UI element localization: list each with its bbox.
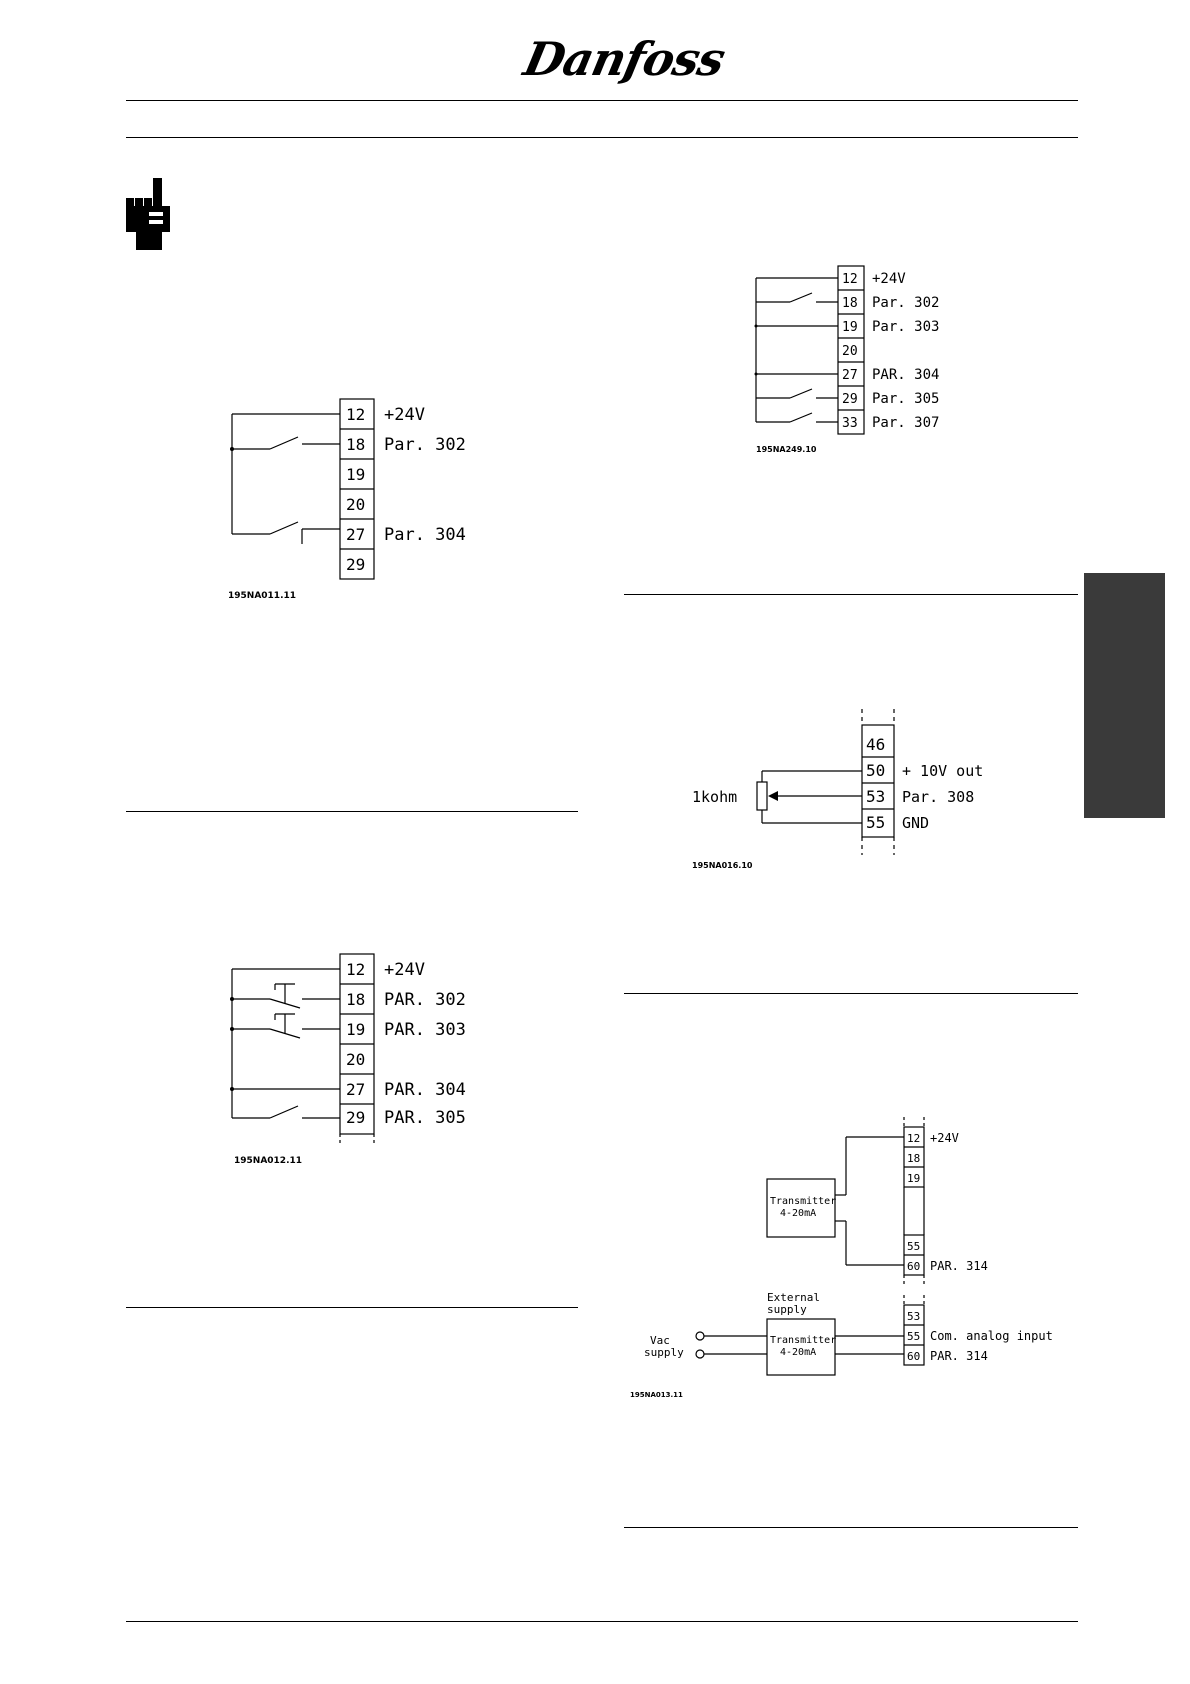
terminal-number: 20 (346, 1050, 366, 1069)
external-supply-label: supply (767, 1303, 807, 1316)
terminal-number: 12 (842, 272, 858, 287)
terminal-number: 19 (842, 320, 858, 335)
terminal-label: PAR. 302 (384, 990, 466, 1010)
figure-code: 195NA013.11 (630, 1391, 683, 1399)
terminal-number: 29 (346, 1108, 366, 1127)
section-divider (126, 811, 578, 812)
figure-code: 195NA016.10 (692, 861, 753, 870)
terminal-number: 55 (866, 813, 886, 832)
terminal-label: Par. 307 (872, 415, 940, 431)
terminal-number: 46 (866, 735, 886, 754)
terminal-label: GND (902, 814, 930, 832)
terminal-label: PAR. 303 (384, 1020, 466, 1040)
footer-rule (126, 1621, 1078, 1622)
terminal-number: 20 (842, 344, 858, 359)
terminal-label: PAR. 304 (872, 367, 940, 383)
terminal-label: +24V (930, 1131, 959, 1145)
terminal-number: 19 (907, 1172, 921, 1185)
terminal-number: 18 (842, 296, 858, 311)
terminal-label: Par. 308 (902, 788, 975, 806)
terminal-number: 12 (907, 1132, 921, 1145)
terminal-number: 33 (842, 416, 858, 431)
external-supply-label: External (767, 1291, 820, 1304)
section-divider (624, 1527, 1078, 1528)
wiring-diagram-1 (210, 395, 510, 605)
terminal-strip (340, 399, 374, 579)
transmitter-range: 4-20mA (780, 1208, 817, 1219)
terminal-label: PAR. 314 (930, 1259, 988, 1273)
vac-supply-label: Vac (650, 1334, 670, 1347)
header-rule-bottom (126, 137, 1078, 138)
figure-code: 195NA011.11 (228, 591, 297, 601)
terminal-number: 53 (907, 1310, 921, 1323)
transmitter-label: Transmitter (770, 1196, 837, 1207)
terminal-label: Par. 302 (872, 295, 940, 311)
section-divider (624, 993, 1078, 994)
section-divider (126, 1307, 578, 1308)
danfoss-logo: Danfoss (519, 32, 730, 86)
terminal-number: 27 (346, 525, 366, 544)
terminal-number: 19 (346, 465, 366, 484)
terminal-number: 27 (346, 1080, 366, 1099)
terminal-number: 29 (842, 392, 858, 407)
potentiometer (757, 771, 862, 823)
terminal-strip (862, 709, 894, 855)
terminal-label: Com. analog input (930, 1329, 1053, 1343)
potentiometer-label: 1kohm (692, 788, 738, 806)
switch-wiring (230, 414, 340, 544)
terminal-number: 18 (346, 990, 366, 1009)
terminal-number: 60 (907, 1350, 921, 1363)
terminal-label: +24V (384, 960, 425, 980)
terminal-number: 19 (346, 1020, 366, 1039)
switch-wiring (230, 969, 340, 1118)
terminal-number: 18 (907, 1152, 921, 1165)
wiring-diagram-5 (630, 1115, 1070, 1415)
terminal-label: Par. 305 (872, 391, 940, 407)
terminal-number: 12 (346, 960, 366, 979)
terminal-label: PAR. 314 (930, 1349, 988, 1363)
terminal-label: +24V (872, 271, 906, 287)
terminal-label: Par. 302 (384, 435, 466, 455)
terminal-label: PAR. 304 (384, 1080, 466, 1100)
terminal-number: 60 (907, 1260, 921, 1273)
wiring-diagram-4 (690, 705, 1020, 885)
note-hand-icon (122, 176, 172, 252)
vac-supply-label: supply (644, 1346, 684, 1359)
header-rule-top (126, 100, 1078, 101)
figure-code: 195NA012.11 (234, 1156, 303, 1166)
chapter-tab (1084, 573, 1165, 818)
terminal-number: 29 (346, 555, 366, 574)
wiring-diagram-2 (210, 950, 510, 1180)
terminal-label: Par. 304 (384, 525, 466, 545)
terminal-label: +24V (384, 405, 425, 425)
terminal-number: 12 (346, 405, 366, 424)
terminal-number: 20 (346, 495, 366, 514)
transmitter-label: Transmitter (770, 1335, 837, 1346)
figure-code: 195NA249.10 (756, 445, 817, 454)
terminal-label: + 10V out (902, 762, 984, 780)
section-divider (624, 594, 1078, 595)
terminal-label: PAR. 305 (384, 1108, 466, 1128)
terminal-number: 27 (842, 368, 858, 383)
wiring-diagram-3 (750, 262, 1010, 462)
transmitter-range: 4-20mA (780, 1347, 817, 1358)
switch-wiring (755, 278, 839, 422)
terminal-number: 55 (907, 1330, 921, 1343)
terminal-number: 53 (866, 787, 886, 806)
terminal-label: Par. 303 (872, 319, 940, 335)
terminal-number: 50 (866, 761, 886, 780)
terminal-number: 18 (346, 435, 366, 454)
terminal-number: 55 (907, 1240, 921, 1253)
